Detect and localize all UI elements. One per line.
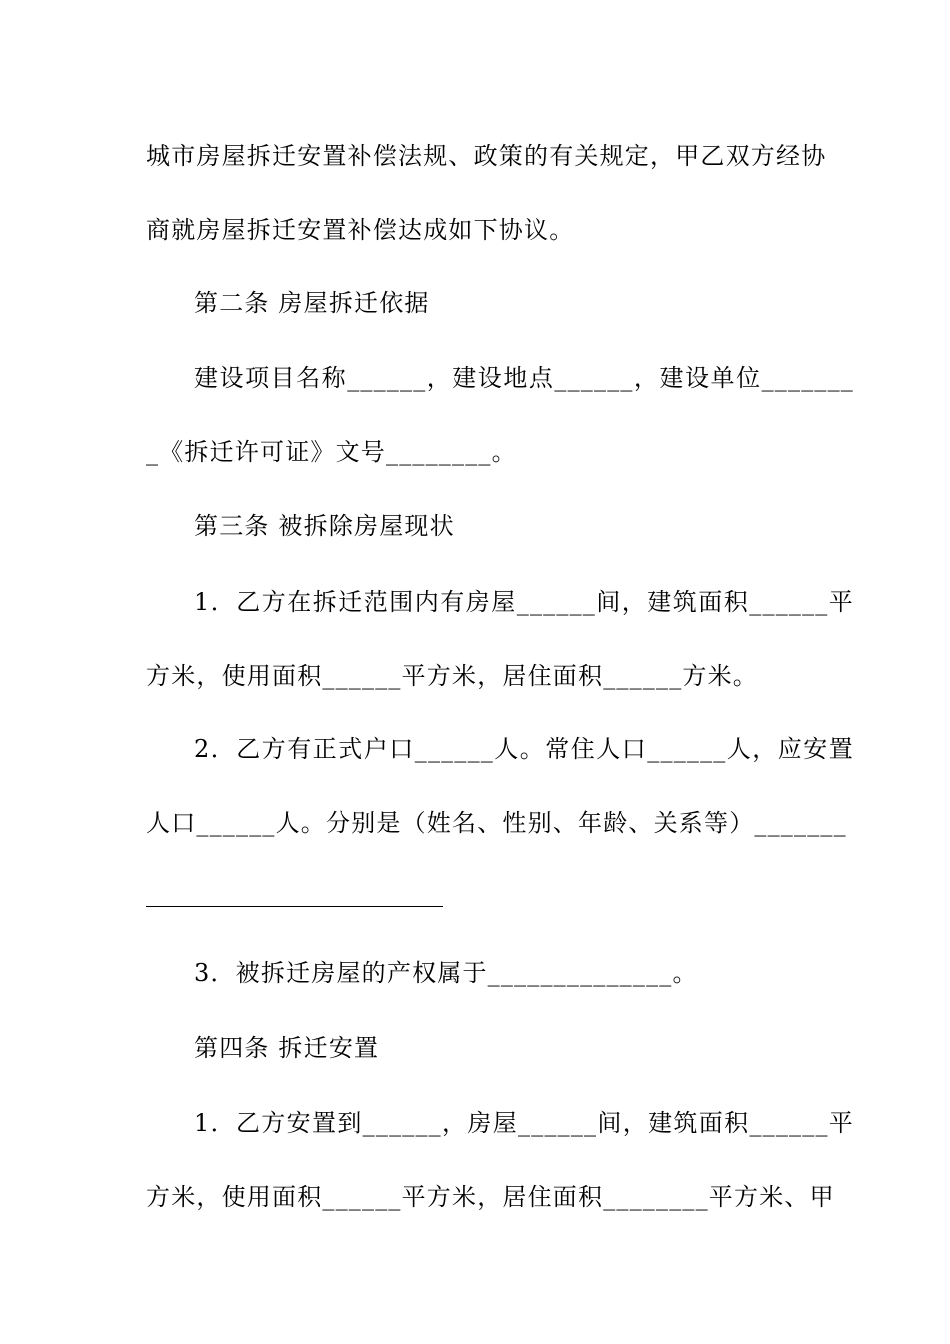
text-line: 1．乙方在拆迁范围内有房屋______间，建筑面积______平 — [194, 588, 854, 616]
section-heading: 第四条 拆迁安置 — [194, 1034, 380, 1062]
text-line: 1．乙方安置到______，房屋______间，建筑面积______平 — [194, 1109, 854, 1137]
section-heading: 第三条 被拆除房屋现状 — [194, 512, 455, 540]
text-line: 商就房屋拆迁安置补偿达成如下协议。 — [146, 216, 575, 244]
text-line: 2．乙方有正式户口______人。常住人口______人，应安置 — [194, 735, 854, 763]
text-line: 方米，使用面积______平方米，居住面积______方米。 — [146, 662, 758, 690]
section-heading: 第二条 房屋拆迁依据 — [194, 289, 430, 317]
text-line: 方米，使用面积______平方米，居住面积________平方米、甲 — [146, 1183, 835, 1211]
text-line: 城市房屋拆迁安置补偿法规、政策的有关规定，甲乙双方经协 — [146, 142, 827, 170]
text-line: _《拆迁许可证》文号________。 — [146, 438, 517, 466]
blank-fill-line — [146, 906, 443, 907]
text-line: 建设项目名称______，建设地点______，建设单位_______ — [194, 364, 854, 392]
text-line: 人口______人。分别是（姓名、性别、年龄、关系等）_______ — [146, 809, 847, 837]
text-line: 3．被拆迁房屋的产权属于______________。 — [194, 959, 698, 987]
